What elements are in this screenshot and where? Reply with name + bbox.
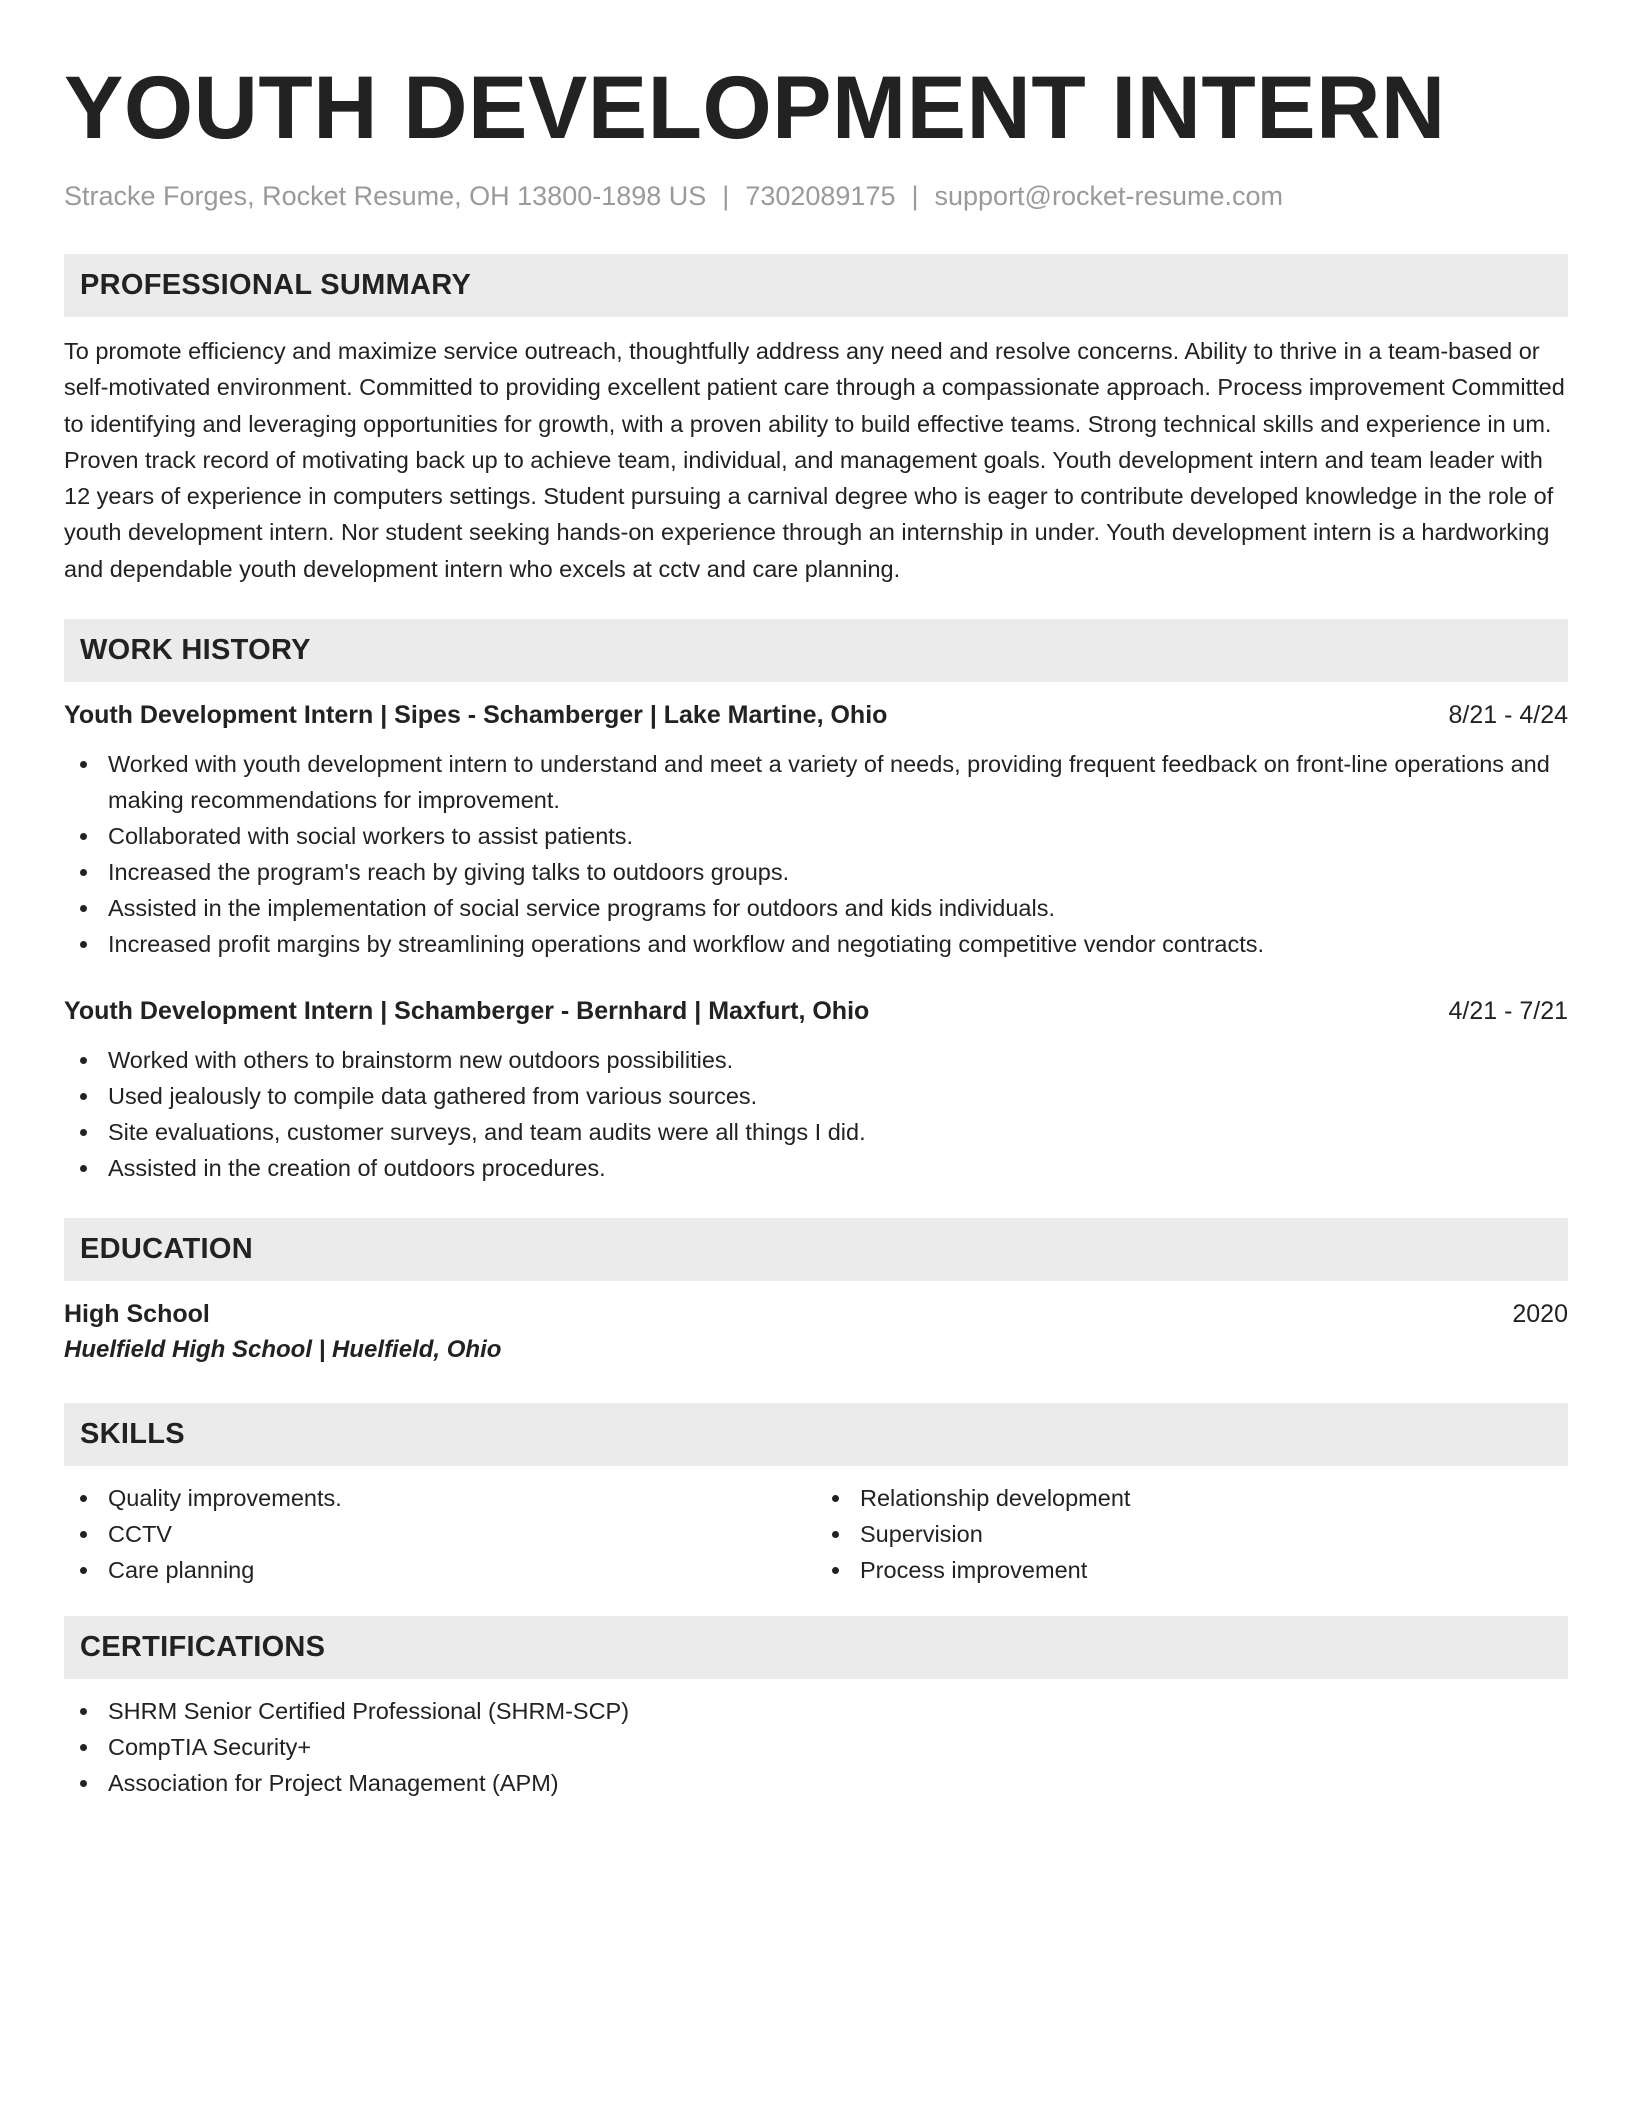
certifications-heading: CERTIFICATIONS <box>64 1616 1568 1679</box>
certification-item: Association for Project Management (APM) <box>64 1765 1568 1801</box>
summary-heading: PROFESSIONAL SUMMARY <box>64 254 1568 317</box>
job-title: Youth Development Intern | Sipes - Schamberger | Lake Martine, Ohio <box>64 701 888 730</box>
education-entry <box>64 1297 1568 1369</box>
skills-section <box>64 1403 1568 1588</box>
job-dates: 8/21 - 4/24 <box>1448 701 1568 730</box>
education-section <box>64 1218 1568 1369</box>
certification-item: SHRM Senior Certified Professional (SHRM-SCP) <box>64 1693 1568 1729</box>
job-entry <box>64 994 1568 1186</box>
certifications-list <box>64 1693 1568 1801</box>
job-bullet: Site evaluations, customer surveys, and team audits were all things I did. <box>64 1114 1568 1150</box>
job-bullet: Collaborated with social workers to assist patients. <box>64 818 1568 854</box>
summary-section <box>64 254 1568 587</box>
job-entry <box>64 698 1568 962</box>
summary-text: To promote efficiency and maximize service outreach, thoughtfully address any need and resolve concerns. Ability to thrive in a team-based or self-motivated environment. Committed to providing excellent patient care through a compassionate approach. Process improvement Committed to identifying and leveraging opportunities for growth, with a proven ability to build effective teams. Strong technical skills and experience in um. Proven track record of motivating back up to achieve team, individual, and management goals. Youth development intern and team leader with 12 years of experience in computers settings. Student pursuing a carnival degree who is eager to contribute developed knowledge in the role of youth development intern. Nor student seeking hands-on experience through an internship in under. Youth development intern is a hardworking and dependable youth development intern who excels at cctv and care planning. <box>64 338 1565 582</box>
education-header <box>64 1297 1568 1331</box>
work-history-heading: WORK HISTORY <box>64 619 1568 682</box>
contact-address: Stracke Forges, Rocket Resume, OH 13800-1898 US <box>64 181 707 211</box>
job-bullet: Assisted in the creation of outdoors procedures. <box>64 1150 1568 1186</box>
job-bullet: Worked with others to brainstorm new outdoors possibilities. <box>64 1042 1568 1078</box>
job-bullet: Increased profit margins by streamlining operations and workflow and negotiating competitive vendor contracts. <box>64 926 1568 962</box>
education-year: 2020 <box>1512 1300 1568 1329</box>
contact-phone: 7302089175 <box>745 181 896 211</box>
contact-separator: | <box>722 181 730 211</box>
education-degree: High School <box>64 1300 210 1329</box>
skills-heading: SKILLS <box>64 1403 1568 1466</box>
education-school: Huelfield High School | Huelfield, Ohio <box>64 1336 502 1364</box>
skill-item: Process improvement <box>816 1552 1568 1588</box>
education-heading: EDUCATION <box>64 1218 1568 1281</box>
certification-item: CompTIA Security+ <box>64 1729 1568 1765</box>
skills-grid <box>64 1480 1568 1588</box>
skill-item: CCTV <box>64 1516 816 1552</box>
skills-column-right <box>816 1480 1568 1588</box>
job-header <box>64 994 1568 1028</box>
skill-item: Quality improvements. <box>64 1480 816 1516</box>
candidate-name: YOUTH DEVELOPMENT INTERN <box>64 57 1446 157</box>
skill-item: Relationship development <box>816 1480 1568 1516</box>
job-bullet: Used jealously to compile data gathered from various sources. <box>64 1078 1568 1114</box>
job-bullet: Worked with youth development intern to understand and meet a variety of needs, providing frequent feedback on front-line operations and making recommendations for improvement. <box>64 746 1568 818</box>
skill-item: Care planning <box>64 1552 816 1588</box>
job-bullets <box>64 746 1568 962</box>
certifications-section <box>64 1616 1568 1801</box>
job-title: Youth Development Intern | Schamberger - Bernhard | Maxfurt, Ohio <box>64 997 870 1026</box>
contact-separator: | <box>911 181 919 211</box>
job-dates: 4/21 - 7/21 <box>1448 997 1568 1026</box>
job-bullet: Assisted in the implementation of social service programs for outdoors and kids individuals. <box>64 890 1568 926</box>
contact-line <box>64 178 1568 214</box>
contact-email: support@rocket-resume.com <box>934 181 1284 211</box>
job-bullets <box>64 1042 1568 1186</box>
job-header <box>64 698 1568 732</box>
skills-column-left <box>64 1480 816 1588</box>
work-history-section <box>64 619 1568 1186</box>
skill-item: Supervision <box>816 1516 1568 1552</box>
job-bullet: Increased the program's reach by giving talks to outdoors groups. <box>64 854 1568 890</box>
